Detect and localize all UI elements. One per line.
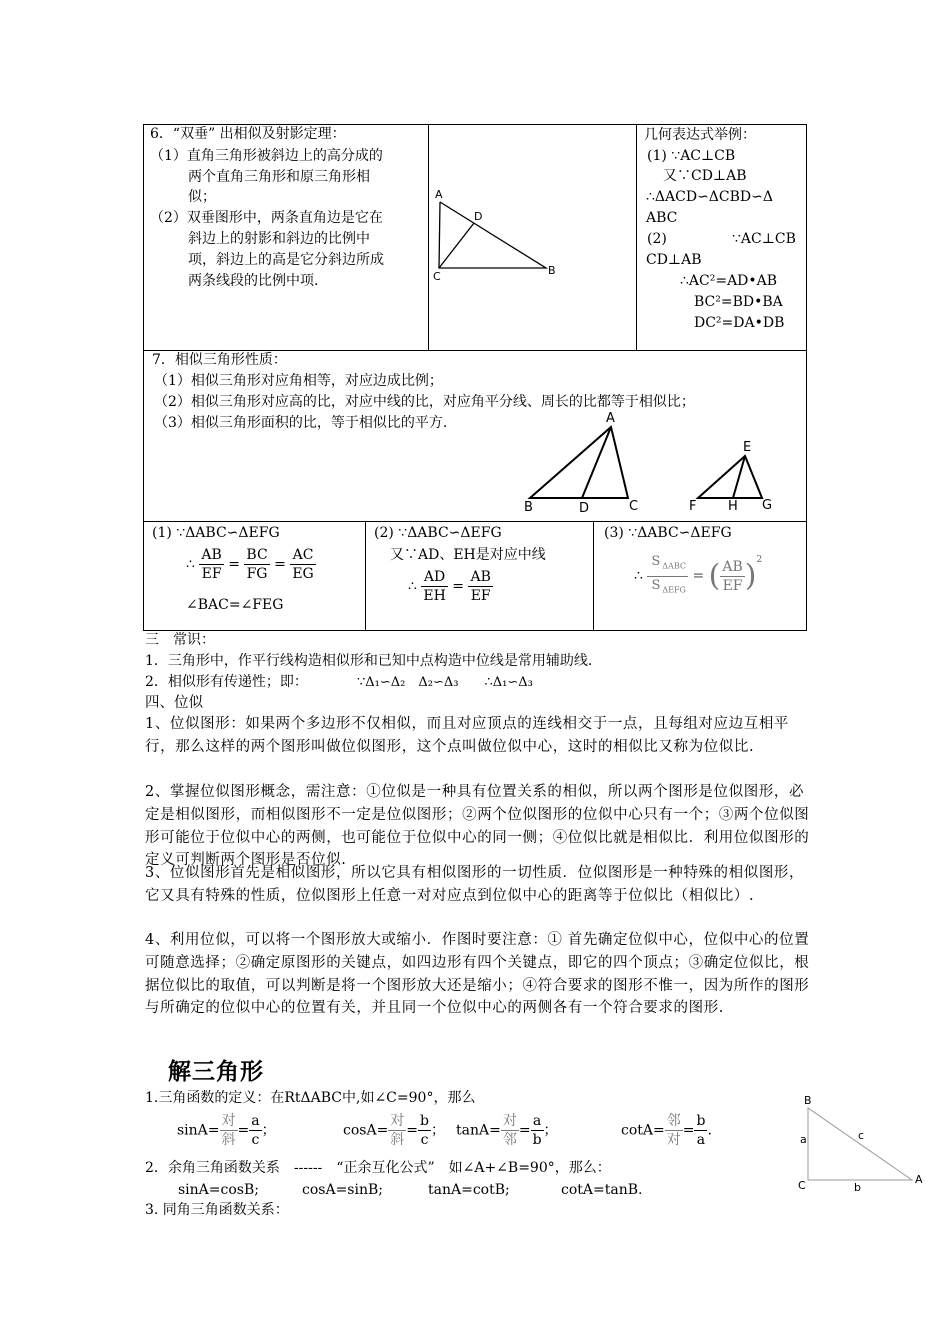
sec7-p3: （3）相似三角形面积的比，等于相似比的平方. bbox=[154, 415, 448, 431]
sec6-p2d: 两条线段的比例中项. bbox=[188, 273, 319, 289]
label-B: B bbox=[804, 1094, 812, 1107]
trig-triangle-figure bbox=[795, 1093, 935, 1193]
label-H: H bbox=[728, 499, 738, 514]
prop3-head: (3) ∵ΔABC∽ΔEFG bbox=[604, 525, 732, 541]
table-frame bbox=[0, 0, 950, 640]
co4: cotA=tanB. bbox=[561, 1182, 643, 1198]
example-l6: CD⊥AB bbox=[646, 252, 702, 268]
prop1-angle: ∠BAC=∠FEG bbox=[186, 597, 284, 613]
co1: sinA=cosB; bbox=[178, 1182, 259, 1198]
sec6-p1b: 两个直角三角形和原三角形相 bbox=[188, 169, 370, 185]
tan-def: tanA= $\frac{\text{对}}{\text{邻}}$ = $\frac{a}{b}$ ； bbox=[456, 1113, 558, 1148]
label-B: B bbox=[524, 500, 533, 515]
prop2-line2: 又∵AD、EH是对应中线 bbox=[390, 547, 546, 563]
label-F: F bbox=[689, 499, 697, 514]
examples-title: 几何表达式举例： bbox=[644, 127, 756, 143]
prop3-formula: ∴ $\frac{S _{\Delta ABC}}{S _{\Delta EFG}}$ = ( $\frac{AB}{EF}$ )$^2$ bbox=[634, 554, 763, 595]
label-C: C bbox=[798, 1179, 806, 1192]
label-A: A bbox=[606, 411, 615, 426]
common-title: 三 常识： bbox=[145, 632, 215, 648]
example-l3: ∴ΔACD∽ΔCBD∽Δ bbox=[646, 189, 773, 205]
sec7-title: 7．相似三角形性质： bbox=[152, 352, 287, 368]
common-l1: 1．三角形中，作平行线构造相似形和已知中点构造中位线是常用辅助线. bbox=[145, 653, 593, 669]
label-D: D bbox=[579, 501, 590, 516]
label-D: D bbox=[474, 210, 483, 223]
prop2-head: (2) ∵ΔABC∽ΔEFG bbox=[374, 525, 502, 541]
sec6-p1c: 似； bbox=[188, 189, 216, 205]
label-A: A bbox=[435, 188, 443, 201]
common-l2a: 2．相似形有传递性；即： bbox=[145, 674, 308, 690]
example-l1: (1) ∵AC⊥CB bbox=[647, 148, 736, 164]
co-title: 2．余角三角函数关系 ------ “正余互化公式” 如∠A+∠B=90°，那么： bbox=[145, 1160, 611, 1176]
label-C: C bbox=[629, 499, 639, 514]
example-l7: ∴AC²=AD•AB bbox=[680, 273, 778, 289]
label-b: b bbox=[854, 1181, 861, 1193]
sec6-title: 6．“双垂” 出相似及射影定理： bbox=[150, 126, 346, 142]
same-angle: 3. 同角三角函数关系： bbox=[145, 1202, 289, 1218]
label-C: C bbox=[433, 270, 441, 283]
example-l5a: (2) bbox=[647, 231, 667, 247]
example-l8: BC²=BD•BA bbox=[694, 294, 783, 310]
example-l5b: ∵AC⊥CB bbox=[732, 231, 796, 247]
sin-def: sinA= $\frac{\text{对}}{\text{斜}}$ = $\frac{a}{c}$ ； bbox=[177, 1113, 276, 1148]
homothety-p1: 1、位似图形：如果两个多边形不仅相似，而且对应顶点的连线相交于一点，且每组对应边互相平行，那么这样的两个图形叫做位似图形，这个点叫做位似中心，这时的相似比又称为位似比. bbox=[145, 716, 790, 755]
homothety-p4: 4、利用位似，可以将一个图形放大或缩小．作图时要注意：① 首先确定位似中心，位似中心的位置可随意选择；②确定原图形的关键点，如四边形有四个关键点，即它的四个顶点；③确定位似比，根据位似比的取值，可以判断是将一个图形放大还是缩小；④符合要求的图形不惟一，因为所作的图形与所确定的位似中心的位置有关，并且同一个位似中心的两侧各有一个符合要求的图形. bbox=[145, 932, 810, 1017]
example-l4: ABC bbox=[646, 210, 678, 226]
cos-def: cosA= $\frac{\text{对}}{\text{斜}}$ = $\frac{b}{c}$ ； bbox=[343, 1113, 445, 1148]
homothety-p3: 3、位似图形首先是相似图形，所以它具有相似图形的一切性质．位似图形是一种特殊的相似图形，它又具有特殊的性质，位似图形上任意一对对应点到位似中心的距离等于位似比（相似比）. bbox=[145, 865, 805, 904]
prop1-head: (1) ∵ΔABC∽ΔEFG bbox=[152, 525, 280, 541]
example-l2: 又∵CD⊥AB bbox=[663, 168, 747, 184]
sec6-p2c: 项，斜边上的高是它分斜边所成 bbox=[188, 252, 384, 268]
label-B: B bbox=[548, 264, 556, 277]
homothety-p2: 2、掌握位似图形概念，需注意：①位似是一种具有位置关系的相似，所以两个图形是位似图形，必定是相似图形，而相似图形不一定是位似图形；②两个位似图形的位似中心只有一个；③两个位似图形可能位于位似中心的两侧，也可能位于位似中心的同一侧；④位似比就是相似比．利用位似图形的定义可判断两个图形是否位似. bbox=[145, 784, 810, 869]
sec7-p2: （2）相似三角形对应高的比，对应中线的比，对应角平分线、周长的比都等于相似比； bbox=[154, 394, 695, 410]
similar-triangles-figure bbox=[515, 405, 785, 517]
trig-def: 1.三角函数的定义：在RtΔABC中,如∠C=90°，那么 bbox=[145, 1090, 476, 1106]
label-A: A bbox=[915, 1173, 923, 1186]
co3: tanA=cotB; bbox=[428, 1182, 510, 1198]
label-G: G bbox=[762, 498, 773, 513]
prop2-formula: ∴ $\frac{AD}{EH}$ = $\frac{AB}{EF}$ bbox=[408, 569, 491, 604]
label-E: E bbox=[743, 440, 752, 455]
sec6-p1a: （1）直角三角形被斜边上的高分成的 bbox=[150, 148, 383, 164]
example-l9: DC²=DA•DB bbox=[694, 315, 785, 331]
sec7-p1: （1）相似三角形对应角相等，对应边成比例； bbox=[154, 373, 443, 389]
sec6-p2a: （2）双垂图形中，两条直角边是它在 bbox=[150, 210, 383, 226]
common-l2b: ∵Δ₁∽Δ₂ Δ₂∽Δ₃ ∴Δ₁∽Δ₃ bbox=[357, 675, 533, 690]
co2: cosA=sinB; bbox=[302, 1182, 383, 1198]
homothety-title: 四、位似 bbox=[145, 695, 203, 711]
sec6-p2b: 斜边上的射影和斜边的比例中 bbox=[188, 231, 370, 247]
cot-def: cotA= $\frac{\text{邻}}{\text{对}}$ = $\frac{b}{a}$ . bbox=[621, 1113, 712, 1148]
label-a: a bbox=[800, 1133, 807, 1146]
label-c: c bbox=[858, 1129, 865, 1142]
trig-heading: 解三角形 bbox=[168, 1059, 264, 1085]
prop1-formula: ∴ $\frac{AB}{EF}$ = $\frac{BC}{FG}$ = $\frac{AC}{EG}$ bbox=[186, 547, 314, 582]
right-triangle-altitude-figure bbox=[428, 185, 568, 285]
